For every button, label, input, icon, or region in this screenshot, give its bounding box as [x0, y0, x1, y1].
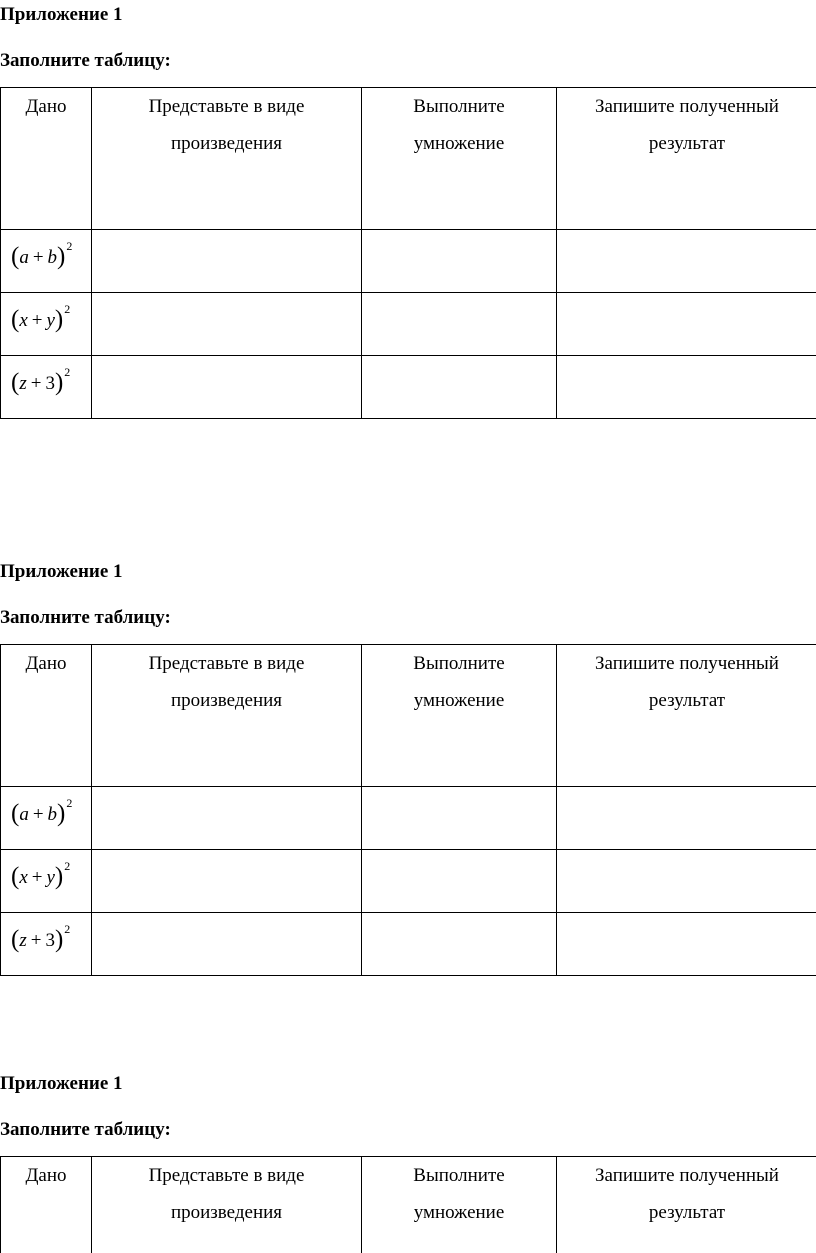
- table-header-row: [1, 1157, 816, 1253]
- header-represent-as-product: Представьте в виде произведения: [92, 88, 362, 230]
- header-represent-as-product: Представьте в виде произведения: [92, 645, 362, 787]
- header-given: Дано: [1, 645, 92, 787]
- math-expression: $(a + b)^2$: [11, 239, 73, 270]
- product-cell[interactable]: [92, 913, 362, 976]
- given-expression: [1, 230, 92, 293]
- appendix-title: Приложение 1: [0, 561, 123, 582]
- math-expression: $(a + b)^2$: [11, 796, 73, 827]
- table-row: [1, 913, 816, 976]
- header-multiply: Выполните умножение: [362, 88, 557, 230]
- header-result: Запишите полученный результат: [557, 645, 816, 787]
- table-row: [1, 230, 816, 293]
- given-expression: [1, 787, 92, 850]
- given-expression: [1, 850, 92, 913]
- appendix-title: Приложение 1: [0, 1073, 123, 1094]
- table-row: [1, 356, 816, 419]
- header-given: Дано: [1, 1157, 92, 1253]
- table-instruction: Заполните таблицу:: [0, 1119, 171, 1140]
- header-result: Запишите полученный результат: [557, 1157, 816, 1253]
- table-row: [1, 787, 816, 850]
- product-cell[interactable]: [92, 850, 362, 913]
- math-expression: $(x + y)^2$: [11, 859, 71, 890]
- table-instruction: Заполните таблицу:: [0, 50, 171, 71]
- header-result: Запишите полученный результат: [557, 88, 816, 230]
- table-instruction: Заполните таблицу:: [0, 607, 171, 628]
- result-cell[interactable]: [557, 913, 816, 976]
- appendix-section-3: [0, 1073, 816, 1253]
- product-cell[interactable]: [92, 356, 362, 419]
- given-expression: [1, 356, 92, 419]
- fill-in-table: [0, 87, 816, 419]
- result-cell[interactable]: [557, 787, 816, 850]
- product-cell[interactable]: [92, 293, 362, 356]
- appendix-title: Приложение 1: [0, 4, 123, 25]
- table-header-row: [1, 88, 816, 230]
- product-cell[interactable]: [92, 787, 362, 850]
- header-multiply: Выполните умножение: [362, 1157, 557, 1253]
- header-given: Дано: [1, 88, 92, 230]
- multiplication-cell[interactable]: [362, 787, 557, 850]
- multiplication-cell[interactable]: [362, 293, 557, 356]
- table-header-row: [1, 645, 816, 787]
- multiplication-cell[interactable]: [362, 850, 557, 913]
- multiplication-cell[interactable]: [362, 230, 557, 293]
- multiplication-cell[interactable]: [362, 913, 557, 976]
- math-expression: $(x + y)^2$: [11, 302, 71, 333]
- product-cell[interactable]: [92, 230, 362, 293]
- result-cell[interactable]: [557, 230, 816, 293]
- given-expression: [1, 913, 92, 976]
- result-cell[interactable]: [557, 356, 816, 419]
- table-row: [1, 293, 816, 356]
- header-multiply: Выполните умножение: [362, 645, 557, 787]
- header-represent-as-product: Представьте в виде произведения: [92, 1157, 362, 1253]
- result-cell[interactable]: [557, 850, 816, 913]
- math-expression: $(z + 3)^2$: [11, 922, 71, 953]
- fill-in-table: [0, 1156, 816, 1253]
- result-cell[interactable]: [557, 293, 816, 356]
- table-row: [1, 850, 816, 913]
- fill-in-table: [0, 644, 816, 976]
- multiplication-cell[interactable]: [362, 356, 557, 419]
- math-expression: $(z + 3)^2$: [11, 365, 71, 396]
- given-expression: [1, 293, 92, 356]
